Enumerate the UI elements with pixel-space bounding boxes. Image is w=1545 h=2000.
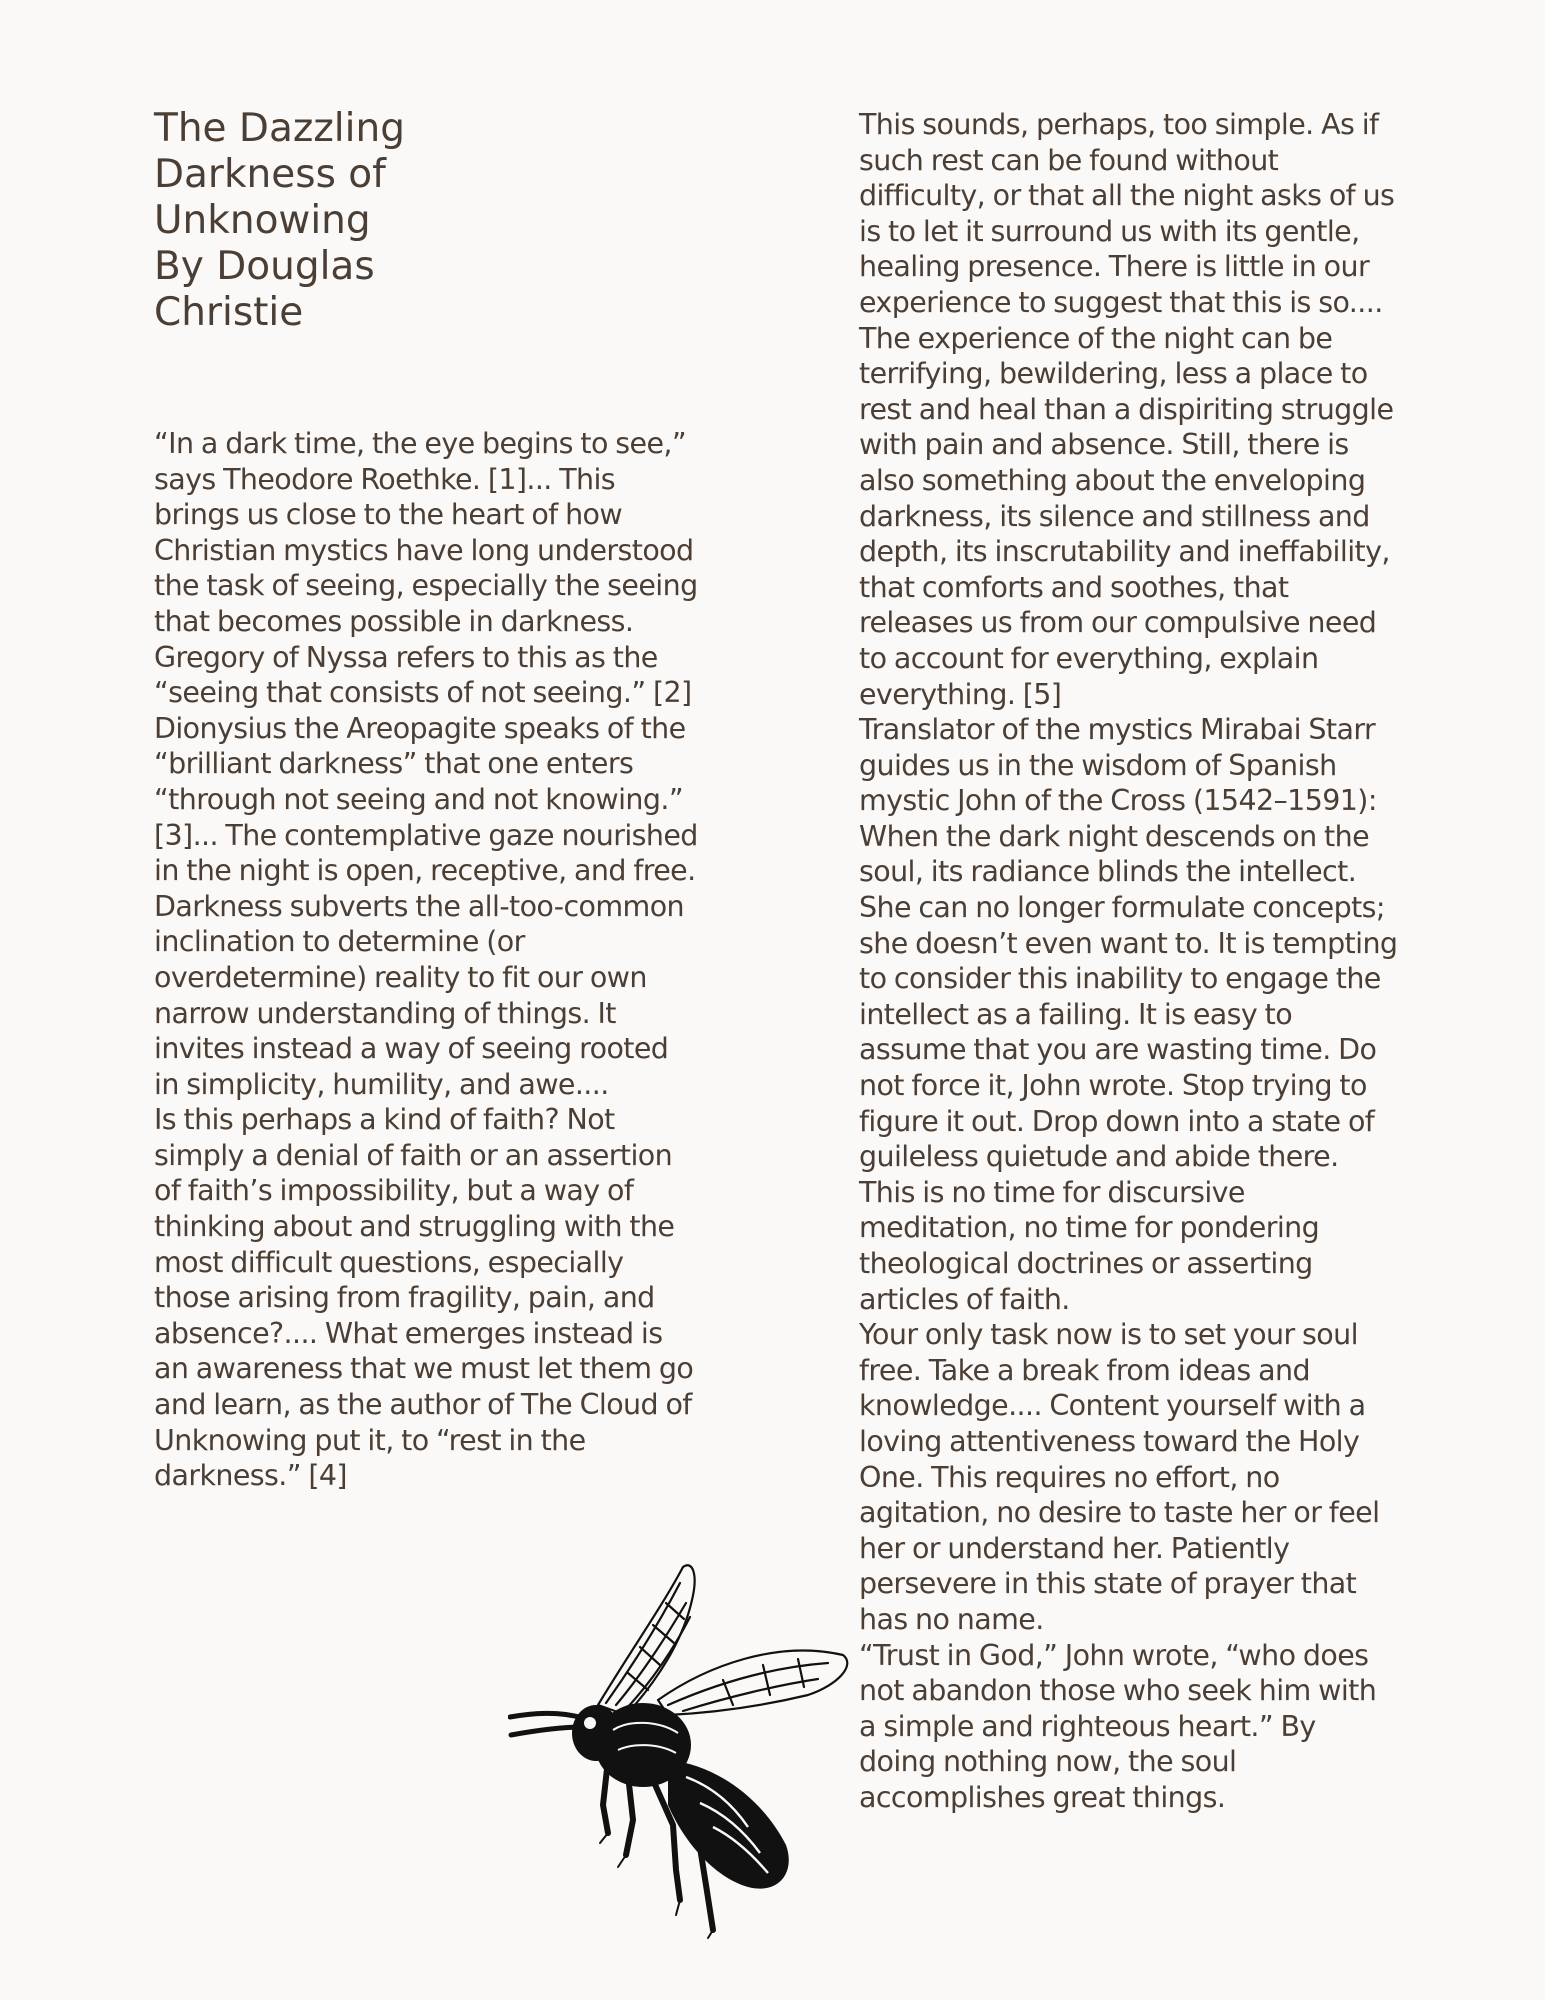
body-paragraph: This sounds, perhaps, too simple. As if such rest can be found without difficulty, or that all the night asks of us is to let it surround us with its gentle, healing presence. There is little in our experience to suggest that this is so.... The experience of the night can be terrifying, bewildering, less a place to rest and heal than a dispiriting struggle with pain and absence. Still, there is also something about the enveloping darkness, its silence and stillness and depth, its inscrutability and ineffability, that comforts and soothes, that releases us from our compulsive need to account for everything, explain everything. [5] (859, 108, 1395, 711)
article-title (154, 106, 514, 336)
body-paragraph: “In a dark time, the eye begins to see,” says Theodore Roethke. [1]... This brings us close to the heart of how Christian mystics have long understood the task of seeing, especially the seeing that becomes possible in darkness. Gregory of Nyssa refers to this as the “seeing that consists of not seeing.” [2] Dionysius the Areopagite speaks of the “brilliant darkness” that one enters “through not seeing and not knowing.” [3]... The contemplative gaze nourished in the night is open, receptive, and free. Darkness subverts the all-too-common inclination to determine (or overdetermine) reality to fit our own narrow understanding of things. It invites instead a way of seeing rooted in simplicity, humility, and awe.... (154, 427, 698, 1101)
quote-paragraph: Your only task now is to set your soul free. Take a break from ideas and knowledge.... Content yourself with a loving attentiveness toward the Holy One. This requires no effort, no agitation, no desire to taste her or feel her or understand her. Patiently persevere in this state of prayer that has no name. (859, 1318, 1380, 1636)
title-line: Unknowing (154, 198, 371, 243)
right-text-column (859, 107, 1399, 1816)
body-paragraph: Translator of the mystics Mirabai Starr guides us in the wisdom of Spanish mystic John of the Cross (1542–1591): (859, 713, 1377, 818)
quote-paragraph: “Trust in God,” John wrote, “who does not abandon those who seek him with a simple and righteous heart.” By doing nothing now, the soul accomplishes great things. (859, 1638, 1377, 1814)
title-line: The Dazzling (154, 106, 405, 151)
title-line: By Douglas (154, 244, 375, 289)
bee-illustration-icon (508, 1555, 860, 1940)
body-paragraph: Is this perhaps a kind of faith? Not simply a denial of faith or an assertion of faith’s impossibility, but a way of thinking about and struggling with the most difficult questions, especially those arising from fragility, pain, and absence?.... What emerges instead is an awareness that we must let them go and learn, as the author of The Cloud of Unknowing put it, to “rest in the darkness.” [4] (154, 1103, 694, 1493)
left-text-column (154, 426, 699, 1494)
quote-paragraph: When the dark night descends on the soul, its radiance blinds the intellect. She can no longer formulate concepts; she doesn’t even want to. It is tempting to consider this inability to engage the intellect as a failing. It is easy to assume that you are wasting time. Do not force it, John wrote. Stop trying to figure it out. Drop down into a state of guileless quietude and abide there. This is no time for discursive meditation, no time for pondering theological doctrines or asserting articles of faith. (859, 819, 1398, 1316)
title-line: Darkness of (154, 152, 386, 197)
title-line: Christie (154, 290, 304, 335)
